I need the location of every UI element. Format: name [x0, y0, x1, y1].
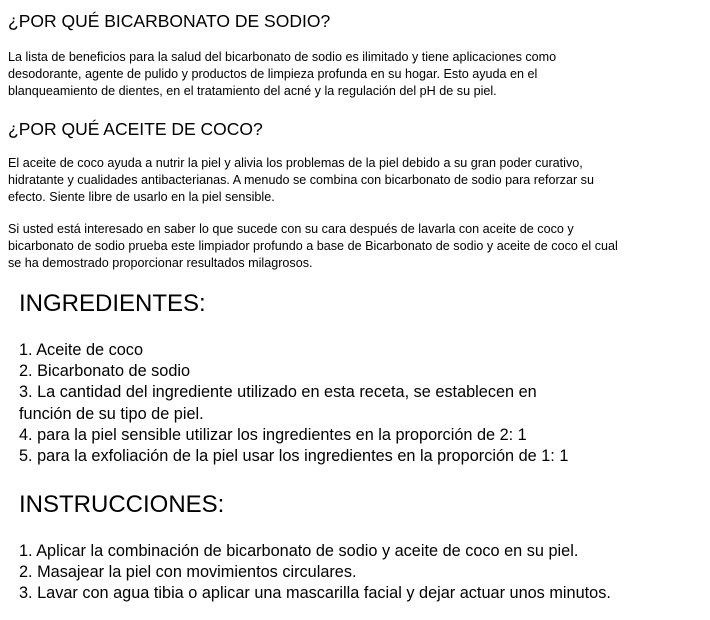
instruction-item-2: 2. Masajear la piel con movimientos circulares.: [19, 563, 357, 582]
section-title-bicarbonate: ¿POR QUÉ BICARBONATO DE SODIO?: [8, 11, 331, 31]
ingredient-item-1: 1. Aceite de coco: [19, 341, 144, 359]
ingredient-item-5: 5. para la exfoliación de la piel usar los ingredientes en la proporción de 1: 1: [19, 447, 569, 466]
paragraph-coconut-oil-benefits: El aceite de coco ayuda a nutrir la piel y alivia los problemas de la piel debido a su gran poder curativo, hidratante y cualidades antibacterianas. A menudo se combina con bicarbonato de sodio para reforzar su efecto. Siente libre de usarlo en la piel sensible.: [8, 156, 594, 205]
paragraph-cleanser-intro: Si usted está interesado en saber lo que sucede con su cara después de lavarla con aceite de coco y bicarbonato de sodio prueba este limpiador profundo a base de Bicarbonato de sodio y aceite de coco el cual se ha demostrado proporcionar resultados milagrosos.: [8, 222, 618, 271]
section-title-coconut-oil: ¿POR QUÉ ACEITE DE COCO?: [8, 119, 263, 139]
instruction-item-3: 3. Lavar con agua tibia o aplicar una mascarilla facial y dejar actuar unos minutos.: [19, 584, 611, 603]
ingredients-list: [19, 340, 568, 467]
ingredient-item-4: 4. para la piel sensible utilizar los ingredientes en la proporción de 2: 1: [19, 425, 527, 444]
paragraph-bicarbonate-benefits: La lista de beneficios para la salud del bicarbonato de sodio es ilimitado y tiene aplicaciones como desodorante, agente de pulido y productos de limpieza profunda en su hogar. Esto ayuda en el blanqueamiento de dientes, en el tratamiento del acné y la regulación del pH de su piel.: [8, 50, 557, 99]
ingredient-item-3: 3. La cantidad del ingrediente utilizado en esta receta, se establecen en función de su tipo de piel.: [19, 383, 537, 423]
instructions-list: [19, 541, 611, 605]
ingredients-heading: INGREDIENTES:: [19, 290, 206, 317]
instructions-heading: INSTRUCCIONES:: [19, 491, 225, 518]
ingredient-item-2: 2. Bicarbonato de sodio: [19, 362, 191, 381]
instruction-item-1: 1. Aplicar la combinación de bicarbonato de sodio y aceite de coco en su piel.: [19, 542, 579, 560]
